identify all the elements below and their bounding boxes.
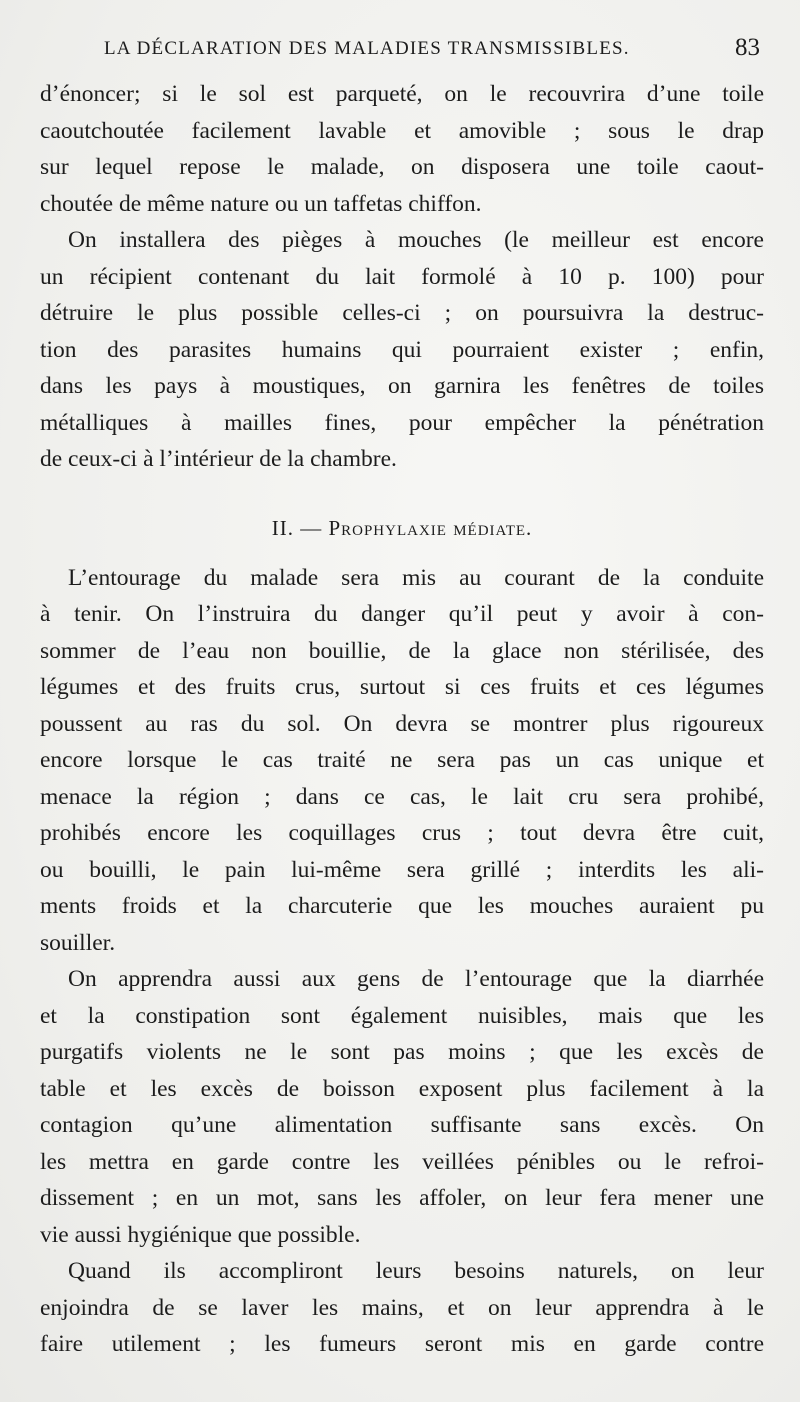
text-line: les mettra en garde contre les veillées pénibles ou le refroi-	[40, 1148, 764, 1175]
text-line: menace la région ; dans ce cas, le lait cru sera prohibé,	[40, 783, 764, 810]
text-line: Quand ils accompliront leurs besoins naturels, on leur	[68, 1258, 764, 1284]
text-line: et la constipation sont également nuisibles, mais que les	[40, 1002, 764, 1029]
text-line: sommer de l’eau non bouillie, de la glace non stérilisée, des	[40, 637, 764, 664]
text-line: dissement ; en un mot, sans les affoler, on leur fera mener une	[40, 1185, 764, 1211]
page-number: 83	[735, 34, 760, 61]
text-line: L’entourage du malade sera mis au courant de la conduite	[68, 564, 764, 591]
text-line: d’énoncer; si le sol est parqueté, on le recouvrira d’une toile	[40, 81, 764, 107]
text-line: sur lequel repose le malade, on disposera une toile caout-	[40, 154, 764, 180]
text-line: On installera des pièges à mouches (le meilleur est encore	[68, 227, 764, 253]
text-line: caoutchoutée facilement lavable et amovible ; sous le drap	[40, 117, 764, 144]
paragraph	[40, 560, 764, 962]
text-line: encore lorsque le cas traité ne sera pas un cas unique et	[40, 747, 764, 773]
running-title: LA DÉCLARATION DES MALADIES TRANSMISSIBLES.	[104, 38, 630, 59]
text-line: souiller.	[40, 929, 116, 956]
section-heading	[40, 510, 764, 546]
text-line: choutée de même nature ou un taffetas chiffon.	[40, 190, 482, 217]
text-line: faire utilement ; les fumeurs seront mis en garde contre	[40, 1331, 764, 1357]
text-line: prohibés encore les coquillages crus ; tout devra être cuit,	[40, 820, 764, 846]
text-line: métalliques à mailles fines, pour empêcher la pénétration	[40, 409, 764, 436]
text-line: ou bouilli, le pain lui-même sera grillé ; interdits les ali-	[40, 856, 764, 883]
text-line: purgatifs violents ne le sont pas moins ; que les excès de	[40, 1039, 764, 1065]
section-number: II. —	[271, 515, 323, 540]
text-line: un récipient contenant du lait formolé à 10 p. 100) pour	[40, 263, 764, 290]
text-line: tion des parasites humains qui pourraient exister ; enfin,	[40, 336, 764, 363]
text-line: enjoindra de se laver les mains, et on leur apprendra à le	[40, 1294, 764, 1321]
text-line: contagion qu’une alimentation suffisante sans excès. On	[40, 1112, 764, 1138]
text-line: à tenir. On l’instruira du danger qu’il peut y avoir à con-	[40, 601, 764, 627]
body-text	[40, 76, 764, 1363]
text-line: ments froids et la charcuterie que les mouches auraient pu	[40, 893, 764, 919]
text-line: de ceux-ci à l’intérieur de la chambre.	[40, 446, 397, 472]
text-line: poussent au ras du sol. On devra se montrer plus rigoureux	[40, 710, 764, 737]
text-line: légumes et des fruits crus, surtout si ces fruits et ces légumes	[40, 674, 764, 700]
text-line: On apprendra aussi aux gens de l’entourage que la diarrhée	[68, 966, 764, 992]
text-line: vie aussi hygiénique que possible.	[40, 1221, 361, 1248]
paragraph	[40, 76, 764, 222]
running-header	[40, 32, 760, 68]
paragraph	[40, 1253, 764, 1363]
section-title: Prophylaxie médiate.	[328, 515, 533, 540]
text-line: table et les excès de boisson exposent plus facilement à la	[40, 1075, 764, 1102]
paragraph	[40, 222, 764, 478]
text-line: dans les pays à moustiques, on garnira les fenêtres de toiles	[40, 373, 764, 399]
paragraph	[40, 961, 764, 1253]
text-line: détruire le plus possible celles-ci ; on poursuivra la destruc-	[40, 300, 764, 326]
